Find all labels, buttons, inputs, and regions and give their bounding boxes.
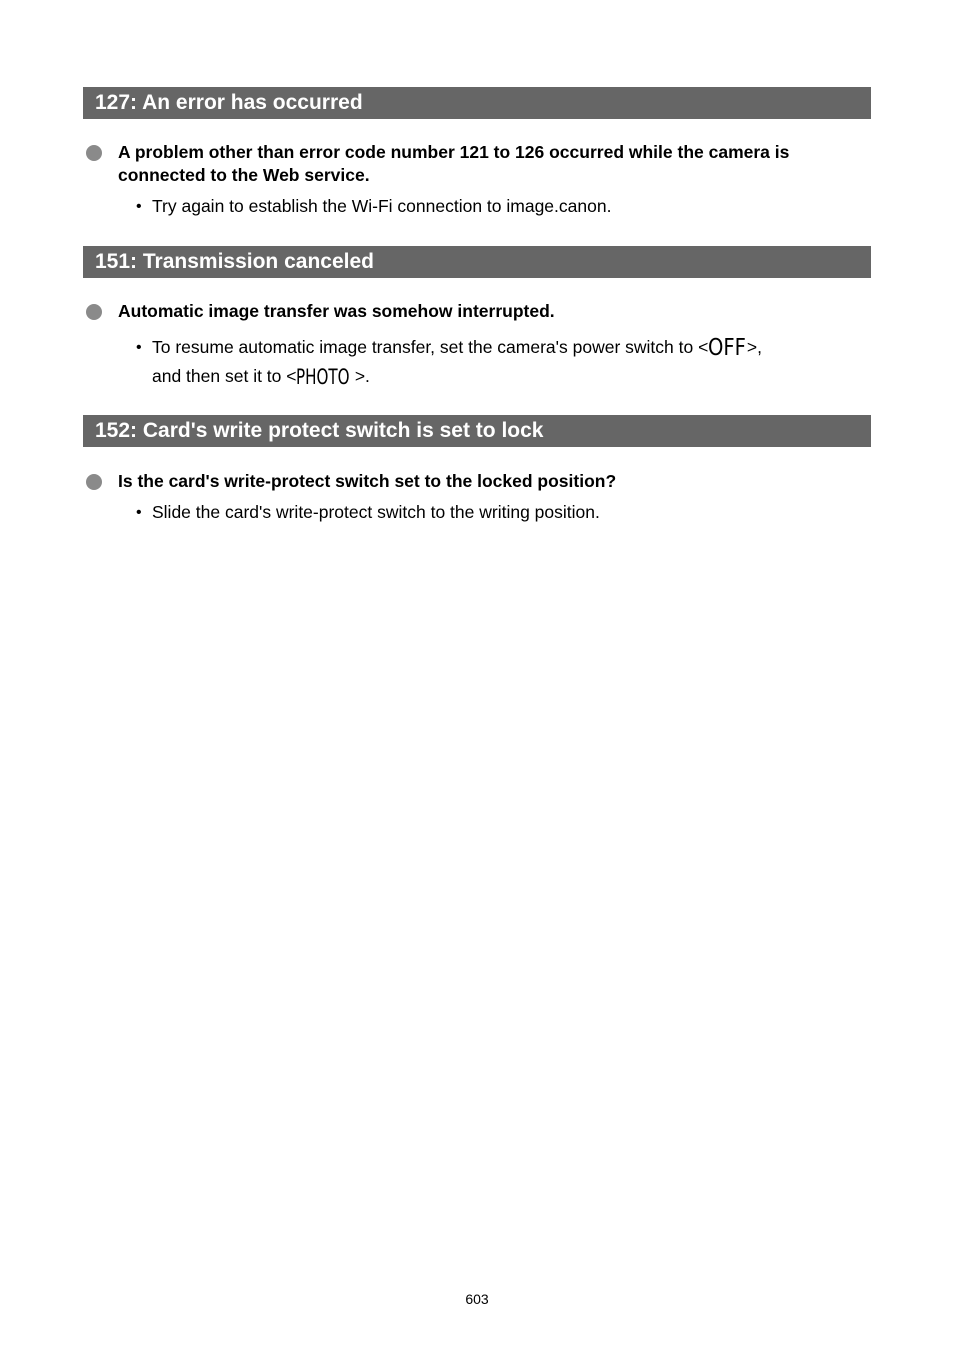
section-title: 127: An error has occurred xyxy=(95,91,363,114)
cause-text: A problem other than error code number 121 to 126 occurred while the camera is connected to the Web service. xyxy=(118,142,790,185)
power-off-symbol-icon: OFF xyxy=(708,335,747,361)
remedy-text: Slide the card's write-protect switch to the writing position. xyxy=(152,502,600,522)
remedy-bullet: • xyxy=(136,339,142,356)
section-header-152 xyxy=(83,415,871,447)
remedy-text-part: To resume automatic image transfer, set the camera's power switch to < xyxy=(152,337,709,357)
section-title: 151: Transmission canceled xyxy=(95,250,374,273)
cause-bullet-icon xyxy=(86,145,102,161)
remedy-bullet: • xyxy=(136,504,142,521)
cause-text: Is the card's write-protect switch set to the locked position? xyxy=(118,471,617,491)
remedy-text-part: >, xyxy=(746,337,762,357)
photo-mode-symbol-icon: PHOTO xyxy=(296,365,351,389)
section-title: 152: Card's write protect switch is set to lock xyxy=(95,419,544,442)
cause-text: Automatic image transfer was somehow interrupted. xyxy=(118,301,555,321)
cause-bullet-icon xyxy=(86,304,102,320)
remedy-text: Try again to establish the Wi-Fi connection to image.canon. xyxy=(152,196,612,216)
page-number: 603 xyxy=(465,1291,489,1307)
remedy-bullet: • xyxy=(136,198,142,215)
section-header-151 xyxy=(83,246,871,278)
remedy-text-part: >. xyxy=(354,366,370,386)
remedy-text xyxy=(152,333,870,391)
cause-bullet-icon xyxy=(86,474,102,490)
section-header-127 xyxy=(83,87,871,119)
remedy-text-part: and then set it to < xyxy=(152,366,297,386)
